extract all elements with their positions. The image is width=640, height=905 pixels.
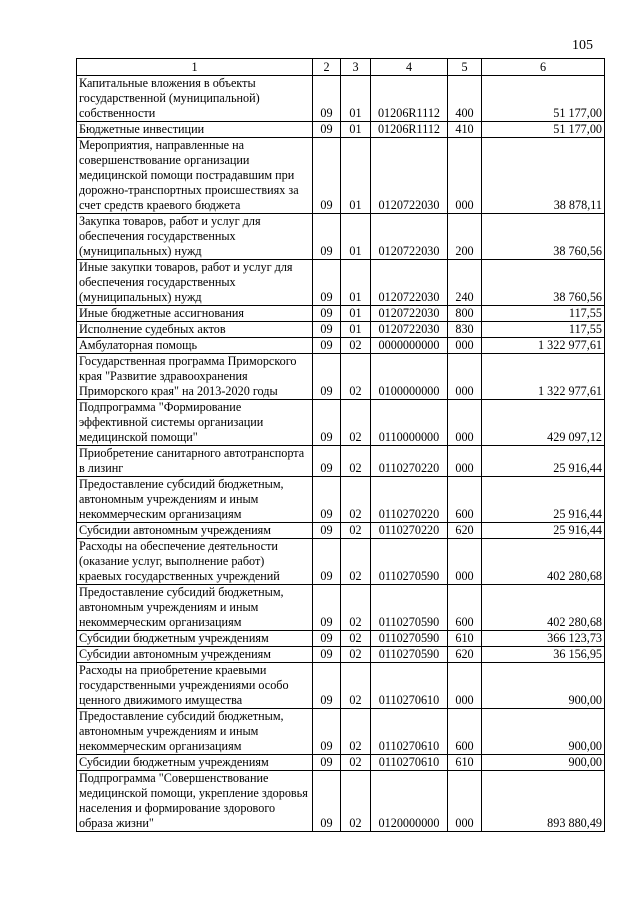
row-section: 09 <box>313 523 341 539</box>
row-section: 09 <box>313 76 341 122</box>
row-section: 09 <box>313 477 341 523</box>
row-expense-type: 000 <box>448 771 482 832</box>
table-header-row <box>77 59 605 76</box>
row-expense-type: 000 <box>448 446 482 477</box>
row-target-item: 0000000000 <box>371 338 448 354</box>
table-row <box>77 523 605 539</box>
row-target-item: 0110270610 <box>371 709 448 755</box>
row-subsection: 02 <box>341 354 371 400</box>
row-target-item: 0110270220 <box>371 523 448 539</box>
row-section: 09 <box>313 585 341 631</box>
row-section: 09 <box>313 755 341 771</box>
row-expense-type: 000 <box>448 663 482 709</box>
row-target-item: 0110270610 <box>371 663 448 709</box>
row-name: Подпрограмма "Формирование эффективной системы организации медицинской помощи" <box>77 400 313 446</box>
row-subsection: 02 <box>341 523 371 539</box>
row-section: 09 <box>313 138 341 214</box>
row-section: 09 <box>313 771 341 832</box>
row-name: Расходы на приобретение краевыми государственными учреждениями особо ценного движимого имущества <box>77 663 313 709</box>
row-amount: 900,00 <box>482 709 605 755</box>
row-target-item: 0120000000 <box>371 771 448 832</box>
row-subsection: 01 <box>341 306 371 322</box>
row-target-item: 0110270610 <box>371 755 448 771</box>
row-name: Субсидии автономным учреждениям <box>77 523 313 539</box>
row-target-item: 0110270590 <box>371 585 448 631</box>
row-amount: 38 760,56 <box>482 214 605 260</box>
row-amount: 25 916,44 <box>482 446 605 477</box>
row-section: 09 <box>313 647 341 663</box>
row-amount: 25 916,44 <box>482 477 605 523</box>
row-section: 09 <box>313 214 341 260</box>
row-section: 09 <box>313 306 341 322</box>
row-subsection: 02 <box>341 709 371 755</box>
row-expense-type: 620 <box>448 647 482 663</box>
row-subsection: 02 <box>341 338 371 354</box>
row-subsection: 02 <box>341 446 371 477</box>
row-subsection: 01 <box>341 122 371 138</box>
table-row <box>77 446 605 477</box>
table-row <box>77 477 605 523</box>
table-row <box>77 709 605 755</box>
row-amount: 900,00 <box>482 663 605 709</box>
row-target-item: 0120722030 <box>371 322 448 338</box>
row-target-item: 0120722030 <box>371 138 448 214</box>
table-body <box>77 76 605 832</box>
row-subsection: 01 <box>341 138 371 214</box>
row-target-item: 0110270590 <box>371 631 448 647</box>
row-target-item: 0110270590 <box>371 647 448 663</box>
table-row <box>77 647 605 663</box>
page-number: 105 <box>572 38 593 53</box>
row-name: Предоставление субсидий бюджетным, автономным учреждениям и иным некоммерческим организациям <box>77 477 313 523</box>
row-amount: 117,55 <box>482 322 605 338</box>
row-amount: 51 177,00 <box>482 76 605 122</box>
row-amount: 1 322 977,61 <box>482 338 605 354</box>
header-col-4: 4 <box>371 59 448 76</box>
row-target-item: 0120722030 <box>371 214 448 260</box>
row-name: Капитальные вложения в объекты государственной (муниципальной) собственности <box>77 76 313 122</box>
row-amount: 38 878,11 <box>482 138 605 214</box>
row-expense-type: 600 <box>448 585 482 631</box>
row-subsection: 01 <box>341 76 371 122</box>
table-row <box>77 338 605 354</box>
row-target-item: 0110270220 <box>371 446 448 477</box>
row-expense-type: 200 <box>448 214 482 260</box>
header-col-1: 1 <box>77 59 313 76</box>
row-amount: 117,55 <box>482 306 605 322</box>
row-name: Государственная программа Приморского края "Развитие здравоохранения Приморского края" на 2013-2020 годы <box>77 354 313 400</box>
row-target-item: 01206R1112 <box>371 76 448 122</box>
row-subsection: 02 <box>341 631 371 647</box>
row-expense-type: 610 <box>448 755 482 771</box>
row-name: Закупка товаров, работ и услуг для обеспечения государственных (муниципальных) нужд <box>77 214 313 260</box>
row-subsection: 02 <box>341 647 371 663</box>
row-name: Предоставление субсидий бюджетным, автономным учреждениям и иным некоммерческим организациям <box>77 709 313 755</box>
row-subsection: 02 <box>341 400 371 446</box>
row-target-item: 0120722030 <box>371 260 448 306</box>
row-subsection: 02 <box>341 755 371 771</box>
row-name: Исполнение судебных актов <box>77 322 313 338</box>
header-col-6: 6 <box>482 59 605 76</box>
row-expense-type: 400 <box>448 76 482 122</box>
row-name: Расходы на обеспечение деятельности (оказание услуг, выполнение работ) краевых государственных учреждений <box>77 539 313 585</box>
row-expense-type: 600 <box>448 477 482 523</box>
table-row <box>77 663 605 709</box>
row-target-item: 0120722030 <box>371 306 448 322</box>
row-amount: 1 322 977,61 <box>482 354 605 400</box>
row-subsection: 01 <box>341 260 371 306</box>
table-row <box>77 400 605 446</box>
header-col-5: 5 <box>448 59 482 76</box>
row-section: 09 <box>313 631 341 647</box>
row-target-item: 01206R1112 <box>371 122 448 138</box>
row-section: 09 <box>313 122 341 138</box>
row-section: 09 <box>313 322 341 338</box>
row-subsection: 02 <box>341 585 371 631</box>
row-name: Амбулаторная помощь <box>77 338 313 354</box>
row-subsection: 01 <box>341 322 371 338</box>
row-amount: 25 916,44 <box>482 523 605 539</box>
row-expense-type: 000 <box>448 338 482 354</box>
row-name: Мероприятия, направленные на совершенствование организации медицинской помощи пострадавшим при дорожно-транспортных происшествиях за счет средств краевого бюджета <box>77 138 313 214</box>
row-amount: 402 280,68 <box>482 539 605 585</box>
table-row <box>77 354 605 400</box>
row-section: 09 <box>313 354 341 400</box>
row-section: 09 <box>313 400 341 446</box>
row-name: Иные закупки товаров, работ и услуг для обеспечения государственных (муниципальных) нужд <box>77 260 313 306</box>
row-target-item: 0110270220 <box>371 477 448 523</box>
row-expense-type: 800 <box>448 306 482 322</box>
row-name: Приобретение санитарного автотранспорта в лизинг <box>77 446 313 477</box>
row-subsection: 02 <box>341 539 371 585</box>
row-amount: 38 760,56 <box>482 260 605 306</box>
table-row <box>77 771 605 832</box>
row-target-item: 0110000000 <box>371 400 448 446</box>
row-subsection: 02 <box>341 663 371 709</box>
row-amount: 893 880,49 <box>482 771 605 832</box>
row-name: Субсидии бюджетным учреждениям <box>77 755 313 771</box>
table-row <box>77 539 605 585</box>
row-expense-type: 000 <box>448 138 482 214</box>
row-name: Субсидии автономным учреждениям <box>77 647 313 663</box>
row-amount: 51 177,00 <box>482 122 605 138</box>
table-row <box>77 322 605 338</box>
row-amount: 366 123,73 <box>482 631 605 647</box>
row-expense-type: 000 <box>448 539 482 585</box>
row-target-item: 0100000000 <box>371 354 448 400</box>
table-row <box>77 214 605 260</box>
row-name: Иные бюджетные ассигнования <box>77 306 313 322</box>
table-row <box>77 260 605 306</box>
row-subsection: 02 <box>341 771 371 832</box>
row-expense-type: 620 <box>448 523 482 539</box>
row-section: 09 <box>313 709 341 755</box>
table-row <box>77 306 605 322</box>
header-col-2: 2 <box>313 59 341 76</box>
row-expense-type: 000 <box>448 354 482 400</box>
row-amount: 900,00 <box>482 755 605 771</box>
table-row <box>77 585 605 631</box>
row-expense-type: 000 <box>448 400 482 446</box>
row-expense-type: 240 <box>448 260 482 306</box>
row-name: Субсидии бюджетным учреждениям <box>77 631 313 647</box>
table-row <box>77 122 605 138</box>
row-amount: 36 156,95 <box>482 647 605 663</box>
budget-table <box>76 58 605 832</box>
row-name: Бюджетные инвестиции <box>77 122 313 138</box>
row-subsection: 02 <box>341 477 371 523</box>
row-expense-type: 410 <box>448 122 482 138</box>
row-section: 09 <box>313 260 341 306</box>
row-section: 09 <box>313 539 341 585</box>
row-subsection: 01 <box>341 214 371 260</box>
row-target-item: 0110270590 <box>371 539 448 585</box>
row-section: 09 <box>313 446 341 477</box>
table-row <box>77 755 605 771</box>
row-section: 09 <box>313 338 341 354</box>
row-expense-type: 600 <box>448 709 482 755</box>
row-amount: 429 097,12 <box>482 400 605 446</box>
row-expense-type: 610 <box>448 631 482 647</box>
table-row <box>77 138 605 214</box>
row-section: 09 <box>313 663 341 709</box>
row-name: Предоставление субсидий бюджетным, автономным учреждениям и иным некоммерческим организациям <box>77 585 313 631</box>
table-row <box>77 76 605 122</box>
row-name: Подпрограмма "Совершенствование медицинской помощи, укрепление здоровья населения и формирование здорового образа жизни" <box>77 771 313 832</box>
header-col-3: 3 <box>341 59 371 76</box>
table-row <box>77 631 605 647</box>
row-amount: 402 280,68 <box>482 585 605 631</box>
row-expense-type: 830 <box>448 322 482 338</box>
